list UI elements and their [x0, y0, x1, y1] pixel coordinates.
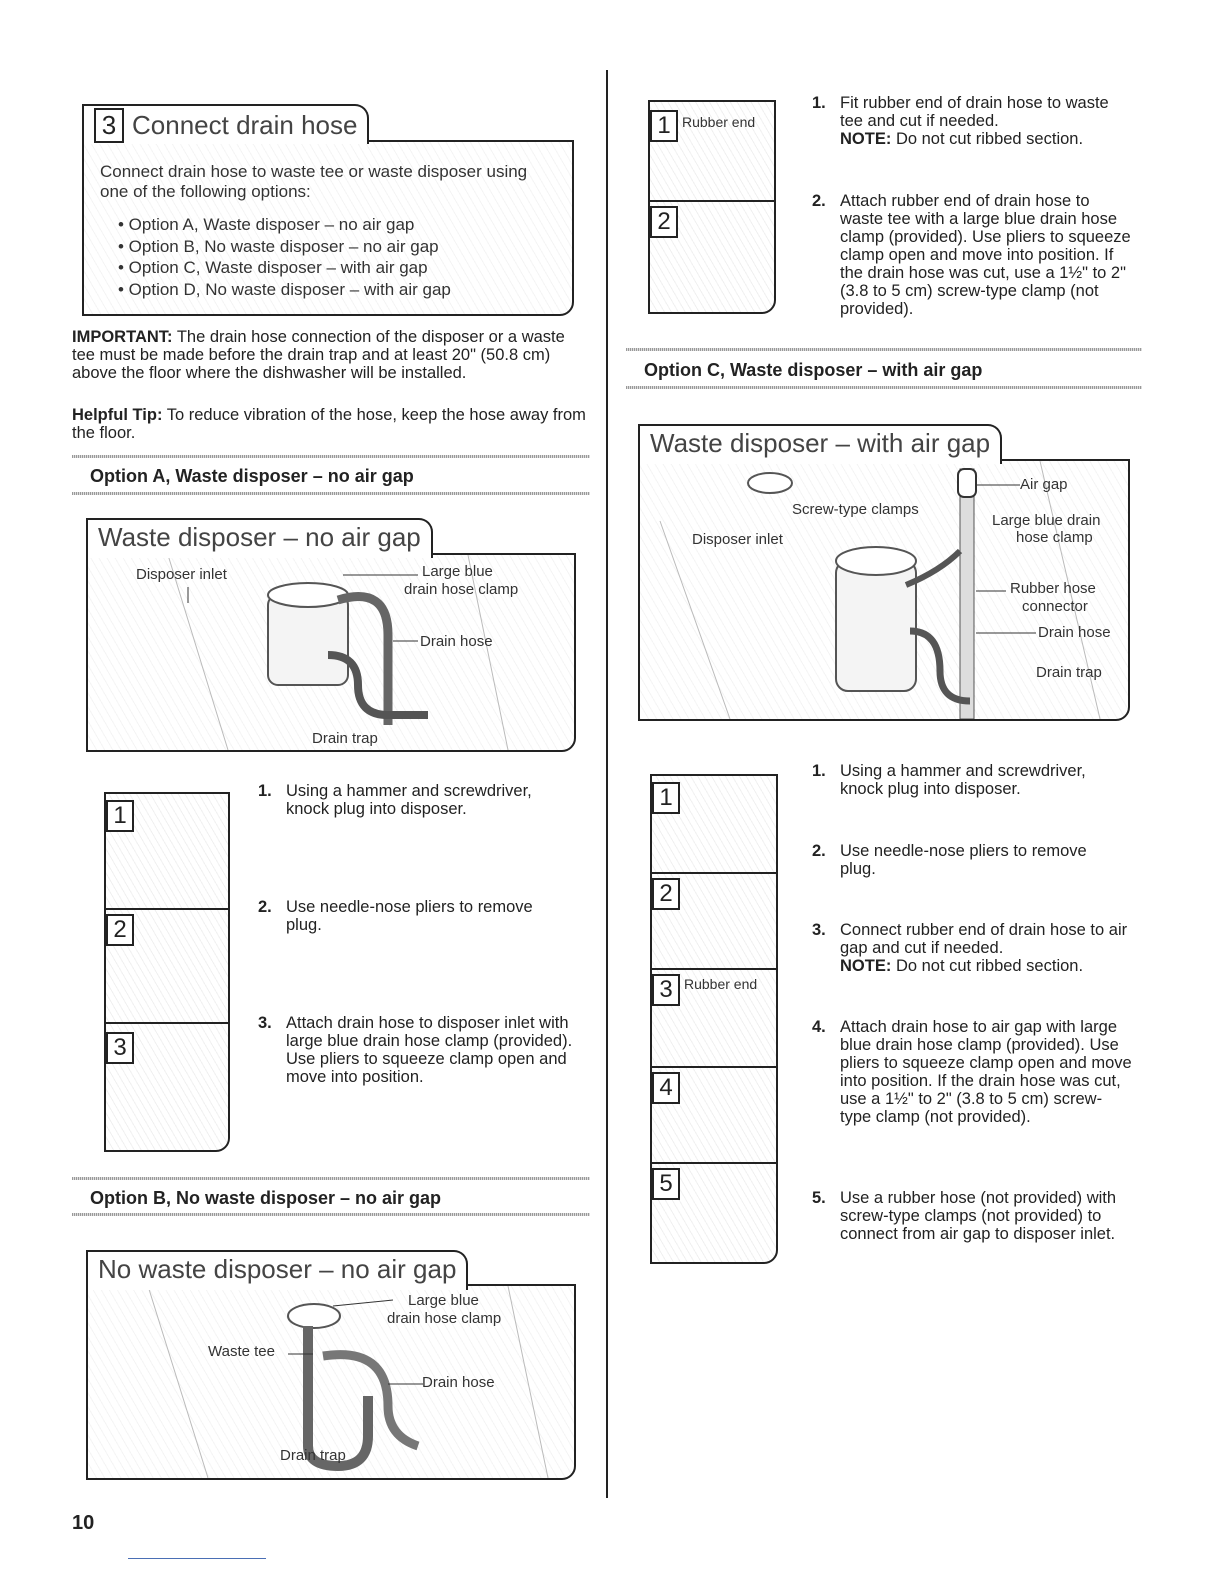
page-number: 10 [72, 1512, 95, 1534]
section-rule [72, 492, 590, 495]
thumb-number: 5 [652, 1168, 680, 1200]
label-drain-hose: Drain hose [422, 1374, 495, 1391]
label-large-blue: Large blue [408, 1292, 479, 1309]
thumb-separator [106, 908, 228, 910]
label-disposer-inlet: Disposer inlet [136, 566, 227, 583]
section-rule [72, 455, 590, 458]
thumb-separator [106, 1022, 228, 1024]
label-connector: connector [1022, 598, 1088, 615]
option-a-step: 1. Using a hammer and screwdriver, knock plug into disposer. [258, 782, 532, 818]
important-label: IMPORTANT: [72, 328, 173, 346]
section-rule [72, 1177, 590, 1180]
thumb-separator [652, 1066, 776, 1068]
label-screw-type-clamps: Screw-type clamps [792, 501, 919, 518]
label-drain-hose-clamp: drain hose clamp [404, 581, 519, 598]
footer-line [128, 1558, 266, 1559]
label-rubber-hose: Rubber hose [1010, 580, 1096, 597]
thumb-number: 2 [106, 914, 134, 946]
option-list-item: • Option C, Waste disposer – with air gap [118, 258, 428, 277]
label-hose-clamp: hose clamp [1016, 529, 1093, 546]
important-text: The drain hose connection of the disposer or a waste tee must be made before the drain trap and at least 20" (50.8 cm) above the floor where the dishwasher will be installed. [72, 328, 565, 382]
option-list-item: • Option B, No waste disposer – no air gap [118, 236, 439, 256]
option-b-step: 2. Attach rubber end of drain hose to waste tee with a large blue drain hose clamp (provided). Use pliers to squeeze clamp open and move into position. If the drain hose was cut, use a 1½" to 2" (3.8 to 5 cm) screw-type clamp (not provided). [812, 192, 1131, 318]
option-a-heading: Option A, Waste disposer – no air gap [90, 466, 414, 486]
option-a-step: 3. Attach drain hose to disposer inlet with large blue drain hose clamp (provided). Use pliers to squeeze clamp open and move into position. [258, 1014, 573, 1086]
thumb-separator [652, 1162, 776, 1164]
option-a-step: 2. Use needle-nose pliers to remove plug. [258, 898, 533, 934]
step-title: Connect drain hose [132, 110, 358, 140]
connect-drain-hose-intro: Connect drain hose to waste tee or waste disposer using one of the following options: [100, 162, 528, 201]
section-rule [626, 386, 1142, 389]
thumb-separator [652, 968, 776, 970]
label-drain-hose-clamp: drain hose clamp [387, 1310, 502, 1327]
option-c-steps-illustration [650, 774, 778, 1264]
thumb-separator [650, 200, 774, 202]
thumb-number: 3 [106, 1032, 134, 1064]
option-a-diagram-tab: Waste disposer – no air gap [86, 518, 433, 558]
label-drain-trap: Drain trap [312, 730, 378, 747]
helpful-tip [72, 406, 587, 442]
label-drain-trap: Drain trap [280, 1447, 346, 1464]
thumb-separator [652, 872, 776, 874]
option-list-item: • Option D, No waste disposer – with air gap [118, 279, 451, 299]
label-drain-hose: Drain hose [1038, 624, 1111, 641]
option-list-item: • Option A, Waste disposer – no air gap [118, 215, 415, 234]
thumb-number: 1 [650, 110, 678, 142]
thumb-number: 1 [106, 800, 134, 832]
thumb-number: 2 [650, 206, 678, 238]
option-c-heading: Option C, Waste disposer – with air gap [644, 360, 983, 380]
option-a-steps-illustration [104, 792, 230, 1152]
option-b-heading: Option B, No waste disposer – no air gap [90, 1188, 442, 1208]
label-air-gap: Air gap [1020, 476, 1068, 493]
important-note [72, 328, 572, 382]
option-b-diagram-tab: No waste disposer – no air gap [86, 1250, 468, 1290]
option-c-step: 5. Use a rubber hose (not provided) with screw-type clamps (not provided) to connect from air gap to disposer inlet. [812, 1189, 1117, 1243]
connect-drain-hose-tab [82, 104, 369, 144]
label-large-blue-drain: Large blue drain [992, 512, 1101, 529]
label-disposer-inlet: Disposer inlet [692, 531, 783, 548]
option-c-step: 2. Use needle-nose pliers to remove plug. [812, 842, 1087, 878]
column-divider [606, 70, 608, 1498]
label-drain-trap: Drain trap [1036, 664, 1102, 681]
step-number: 3 [94, 108, 124, 143]
label-waste-tee: Waste tee [208, 1343, 275, 1360]
thumb-number: 2 [652, 878, 680, 910]
option-c-step: 4. Attach drain hose to air gap with large blue drain hose clamp (provided). Use pliers to squeeze clamp open and move into position. If the drain hose was cut, use a 1½" to 2" (3.8 to 5 cm) screw-type clamp (not provided). [812, 1018, 1132, 1126]
helpful-label: Helpful Tip: [72, 406, 163, 424]
option-c-diagram-tab: Waste disposer – with air gap [638, 424, 1002, 464]
label-large-blue: Large blue [422, 563, 493, 580]
label-rubber-end: Rubber end [684, 976, 758, 992]
helpful-text: To reduce vibration of the hose, keep the hose away from the floor. [72, 406, 586, 442]
thumb-number: 4 [652, 1072, 680, 1104]
option-b-step: 1. Fit rubber end of drain hose to waste tee and cut if needed. NOTE: Do not cut ribbed section. [812, 94, 1109, 148]
option-c-step: 3. Connect rubber end of drain hose to air gap and cut if needed. NOTE: Do not cut ribbed section. [812, 921, 1128, 975]
thumb-number: 1 [652, 782, 680, 814]
option-list [118, 214, 451, 300]
label-rubber-end: Rubber end [682, 114, 756, 130]
section-rule [626, 348, 1142, 351]
option-c-step: 1. Using a hammer and screwdriver, knock plug into disposer. [812, 762, 1086, 798]
label-drain-hose: Drain hose [420, 633, 493, 650]
option-b-steps-illustration [648, 100, 776, 314]
section-rule [72, 1213, 590, 1216]
thumb-number: 3 [652, 974, 680, 1006]
